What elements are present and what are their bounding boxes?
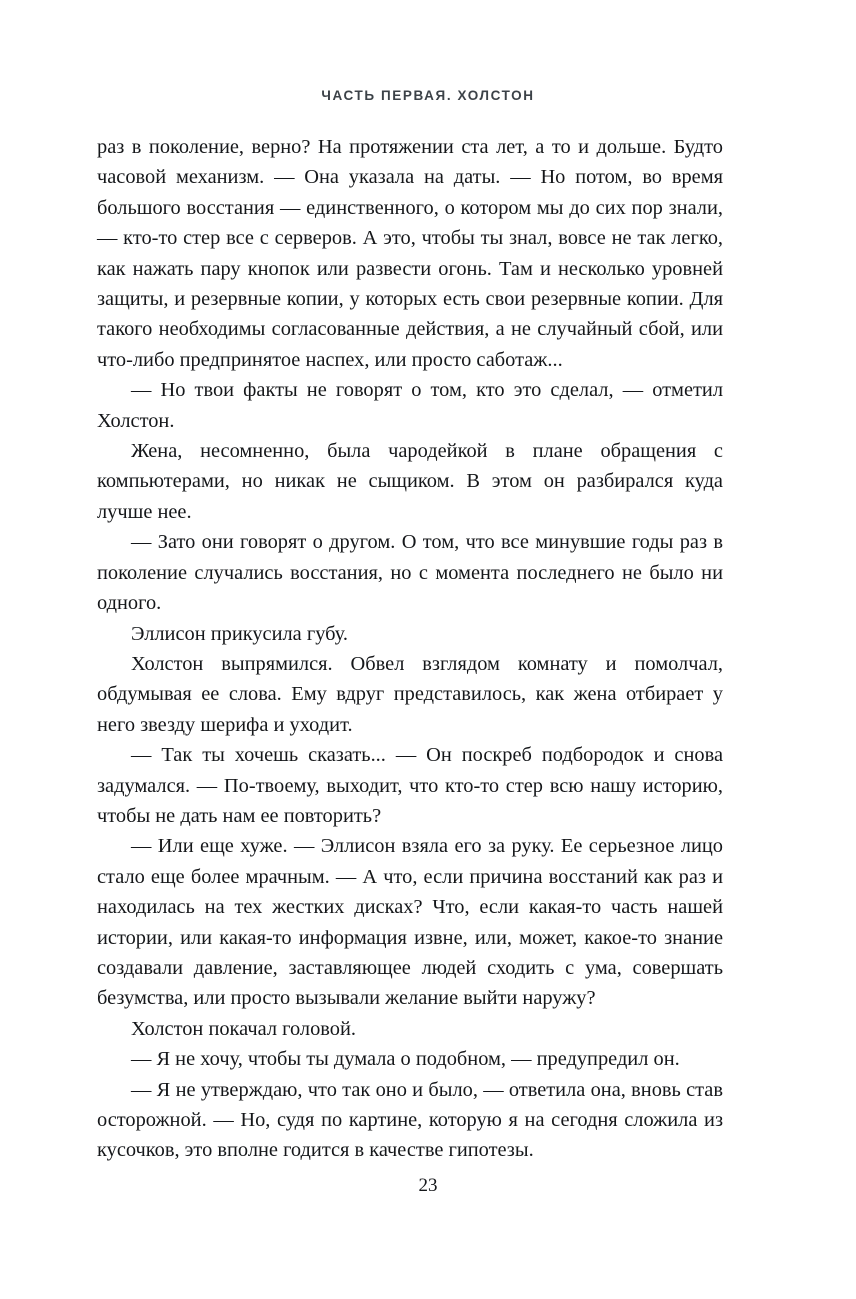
paragraph: Холстон выпрямился. Обвел взглядом комнату и помолчал, обдумывая ее слова. Ему вдруг представилось, как жена отбирает у него звезду шерифа и уходит. bbox=[97, 652, 723, 736]
paragraph: — Или еще хуже. — Эллисон взяла его за руку. Ее серьезное лицо стало еще более мрачным. — А что, если причина восстаний как раз и находилась на тех жестких дисках? Что, если какая-то часть нашей истории, или какая-то информация извне, или, может, какое-то знание создавали давление, заставляющее людей сходить с ума, совершать безумства, или просто вызывали желание выйти наружу? bbox=[97, 835, 723, 1010]
paragraph: — Я не утверждаю, что так оно и было, — ответила она, вновь став осторожной. — Но, судя по картине, которую я на сегодня сложила из кусочков, это вполне годится в качестве гипотезы. bbox=[97, 1078, 723, 1162]
paragraph: раз в поколение, верно? На протяжении ста лет, а то и дольше. Будто часовой механизм. — Она указала на даты. — Но потом, во время большого восстания — единственного, о котором мы до сих пор знали, — кто-то стер все с серверов. А это, чтобы ты знал, вовсе не так легко, как нажать пару кнопок или развести огонь. Там и несколько уровней защиты, и резервные копии, у которых есть свои резервные копии. Для такого необходимы согласованные действия, а не случайный сбой, или что-либо предпринятое наспех, или просто саботаж... bbox=[97, 136, 723, 371]
paragraph: — Но твои факты не говорят о том, кто это сделал, — отметил Холстон. bbox=[97, 379, 723, 432]
paragraph: Эллисон прикусила губу. bbox=[131, 622, 348, 645]
page-body bbox=[97, 132, 723, 1166]
paragraph: — Зато они говорят о другом. О том, что все минувшие годы раз в поколение случались восстания, но с момента последнего не было ни одного. bbox=[97, 531, 723, 615]
running-head: ЧАСТЬ ПЕРВАЯ. ХОЛСТОН bbox=[321, 88, 535, 103]
paragraph: — Так ты хочешь сказать... — Он поскреб подбородок и снова задумался. — По-твоему, выходит, что кто-то стер всю нашу историю, чтобы не дать нам ее повторить? bbox=[97, 744, 723, 827]
page-number: 23 bbox=[418, 1175, 438, 1196]
paragraph: Жена, несомненно, была чародейкой в плане обращения с компьютерами, но никак не сыщиком. В этом он разбирался куда лучше нее. bbox=[97, 440, 723, 523]
paragraph: — Я не хочу, чтобы ты думала о подобном, — предупредил он. bbox=[131, 1048, 680, 1071]
paragraph: Холстон покачал головой. bbox=[131, 1017, 356, 1040]
